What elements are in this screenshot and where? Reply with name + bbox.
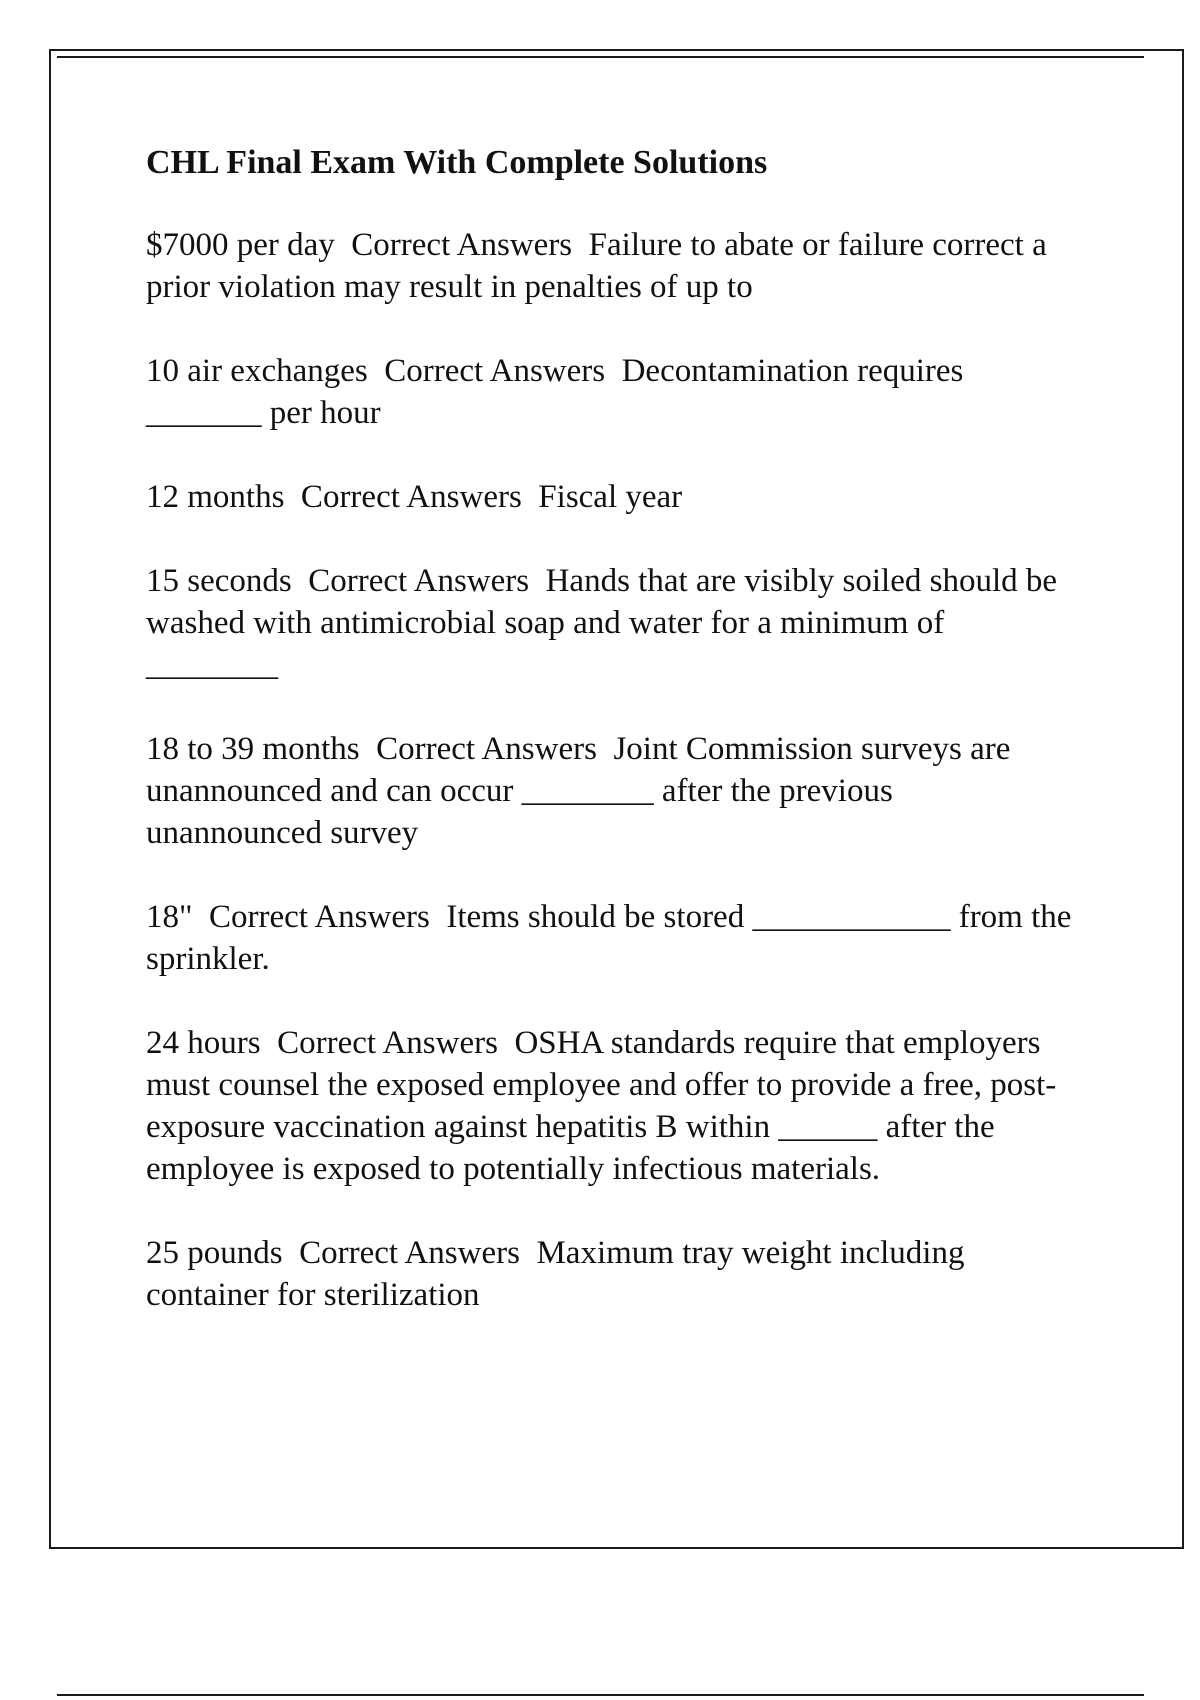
qa-entry: 24 hours Correct Answers OSHA standards require that employers must counsel the exposed employee and offer to provide a free, post-exposure vaccination against hepatitis B within ______ after the employee is exposed to potentially infectious materials. <box>146 1025 1057 1187</box>
qa-entry: 18" Correct Answers Items should be stored ____________ from the sprinkler. <box>146 899 1080 977</box>
header-rule <box>57 56 1144 58</box>
qa-entry: 25 pounds Correct Answers Maximum tray weight including container for sterilization <box>146 1235 973 1313</box>
qa-entry: 10 air exchanges Correct Answers Decontamination requires _______ per hour <box>146 353 972 431</box>
document-title: CHL Final Exam With Complete Solutions <box>146 144 768 181</box>
qa-entry: 15 seconds Correct Answers Hands that are visibly soiled should be washed with antimicrobial soap and water for a minimum of ________ <box>146 563 1066 683</box>
qa-entry: 12 months Correct Answers Fiscal year <box>146 479 683 515</box>
footer-rule <box>57 1694 1144 1696</box>
qa-entry: $7000 per day Correct Answers Failure to abate or failure correct a prior violation may result in penalties of up to <box>146 227 1055 305</box>
document-body <box>146 142 1080 1358</box>
qa-entry: 18 to 39 months Correct Answers Joint Commission surveys are unannounced and can occur ________ after the previous unannounced survey <box>146 731 1019 851</box>
